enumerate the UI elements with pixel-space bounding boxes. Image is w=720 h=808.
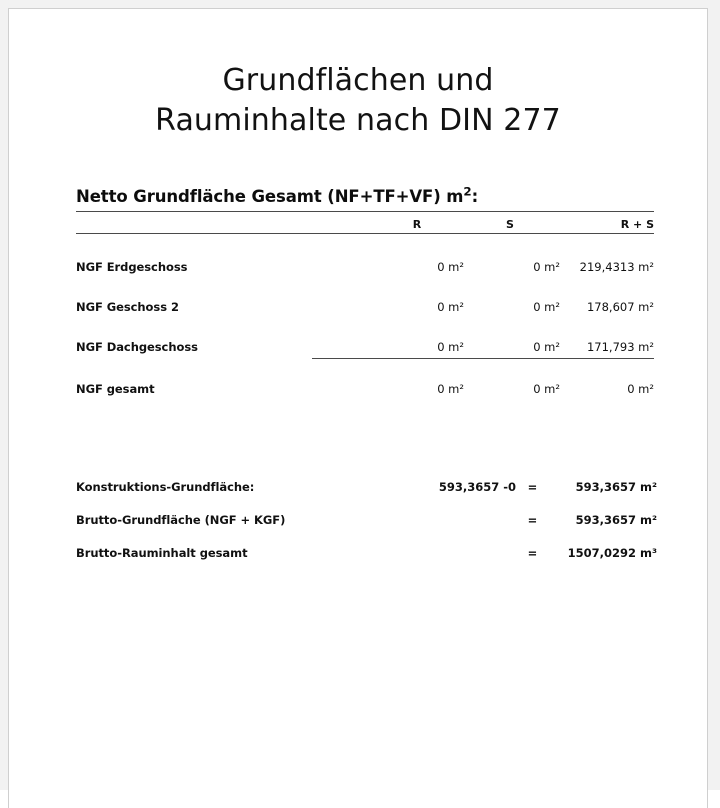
ngf-section-heading-text: Netto Grundfläche Gesamt (NF+TF+VF) m — [76, 187, 464, 206]
summary-row-label: Brutto-Grundfläche (NGF + KGF) — [76, 513, 286, 527]
ngf-subtotal-divider — [312, 358, 654, 359]
table-row — [76, 314, 654, 354]
row-value-r-plus-s: 219,4313 m² — [579, 260, 654, 274]
total-row-label: NGF gesamt — [76, 382, 155, 396]
ngf-section — [76, 184, 654, 396]
ngf-subtotal-divider-cell — [76, 354, 654, 363]
table-row — [76, 234, 654, 274]
row-value-s: 0 m² — [533, 340, 560, 354]
document-page — [8, 8, 708, 808]
row-value-r: 0 m² — [437, 340, 464, 354]
total-row-value-r: 0 m² — [437, 382, 464, 396]
summary-row-calculation: 593,3657 -0 — [438, 480, 516, 494]
total-row-value-r-plus-s: 0 m² — [627, 382, 654, 396]
row-value-r: 0 m² — [437, 300, 464, 314]
summary-row-label: Brutto-Rauminhalt gesamt — [76, 546, 248, 560]
table-row — [76, 274, 654, 314]
column-header-label — [76, 212, 376, 233]
page-title-line-2: Rauminhalte nach DIN 277 — [155, 102, 561, 138]
summary-row — [76, 461, 657, 494]
summary-row-equals: = — [527, 513, 538, 527]
row-value-r: 0 m² — [437, 260, 464, 274]
row-value-r-plus-s: 171,793 m² — [586, 340, 654, 354]
row-label: NGF Geschoss 2 — [76, 300, 179, 314]
ngf-subtotal-divider-row — [76, 354, 654, 363]
summary-row — [76, 494, 657, 527]
column-header-r: R — [412, 218, 422, 231]
page-title-line-1: Grundflächen und — [222, 63, 494, 98]
summary-row-value: 593,3657 m² — [575, 480, 657, 494]
row-label: NGF Erdgeschoss — [76, 260, 188, 274]
ngf-section-heading — [76, 184, 654, 210]
row-value-s: 0 m² — [533, 260, 560, 274]
row-label: NGF Dachgeschoss — [76, 340, 198, 354]
summary-row-calculation — [424, 527, 516, 560]
page-title — [9, 61, 707, 140]
total-row-value-s: 0 m² — [533, 382, 560, 396]
summary-table — [76, 461, 657, 560]
ngf-section-heading-suffix: : — [471, 187, 479, 206]
summary-row — [76, 527, 657, 560]
ngf-section-heading-superscript: 2 — [463, 184, 472, 199]
column-header-s: S — [506, 218, 514, 231]
summary-row-equals: = — [527, 546, 538, 560]
summary-row-calculation — [424, 494, 516, 527]
ngf-table — [76, 212, 654, 396]
ngf-subtotal-divider-wrap — [76, 354, 654, 363]
summary-row-label: Konstruktions-Grundfläche: — [76, 480, 255, 494]
row-value-r-plus-s: 178,607 m² — [586, 300, 654, 314]
summary-row-equals: = — [527, 480, 538, 494]
table-row-total — [76, 363, 654, 396]
ngf-table-header-row — [76, 212, 654, 233]
summary-section — [76, 461, 657, 560]
summary-row-value: 1507,0292 m³ — [567, 546, 657, 560]
summary-row-value: 593,3657 m² — [575, 513, 657, 527]
column-header-r-plus-s: R + S — [620, 218, 654, 231]
row-value-s: 0 m² — [533, 300, 560, 314]
